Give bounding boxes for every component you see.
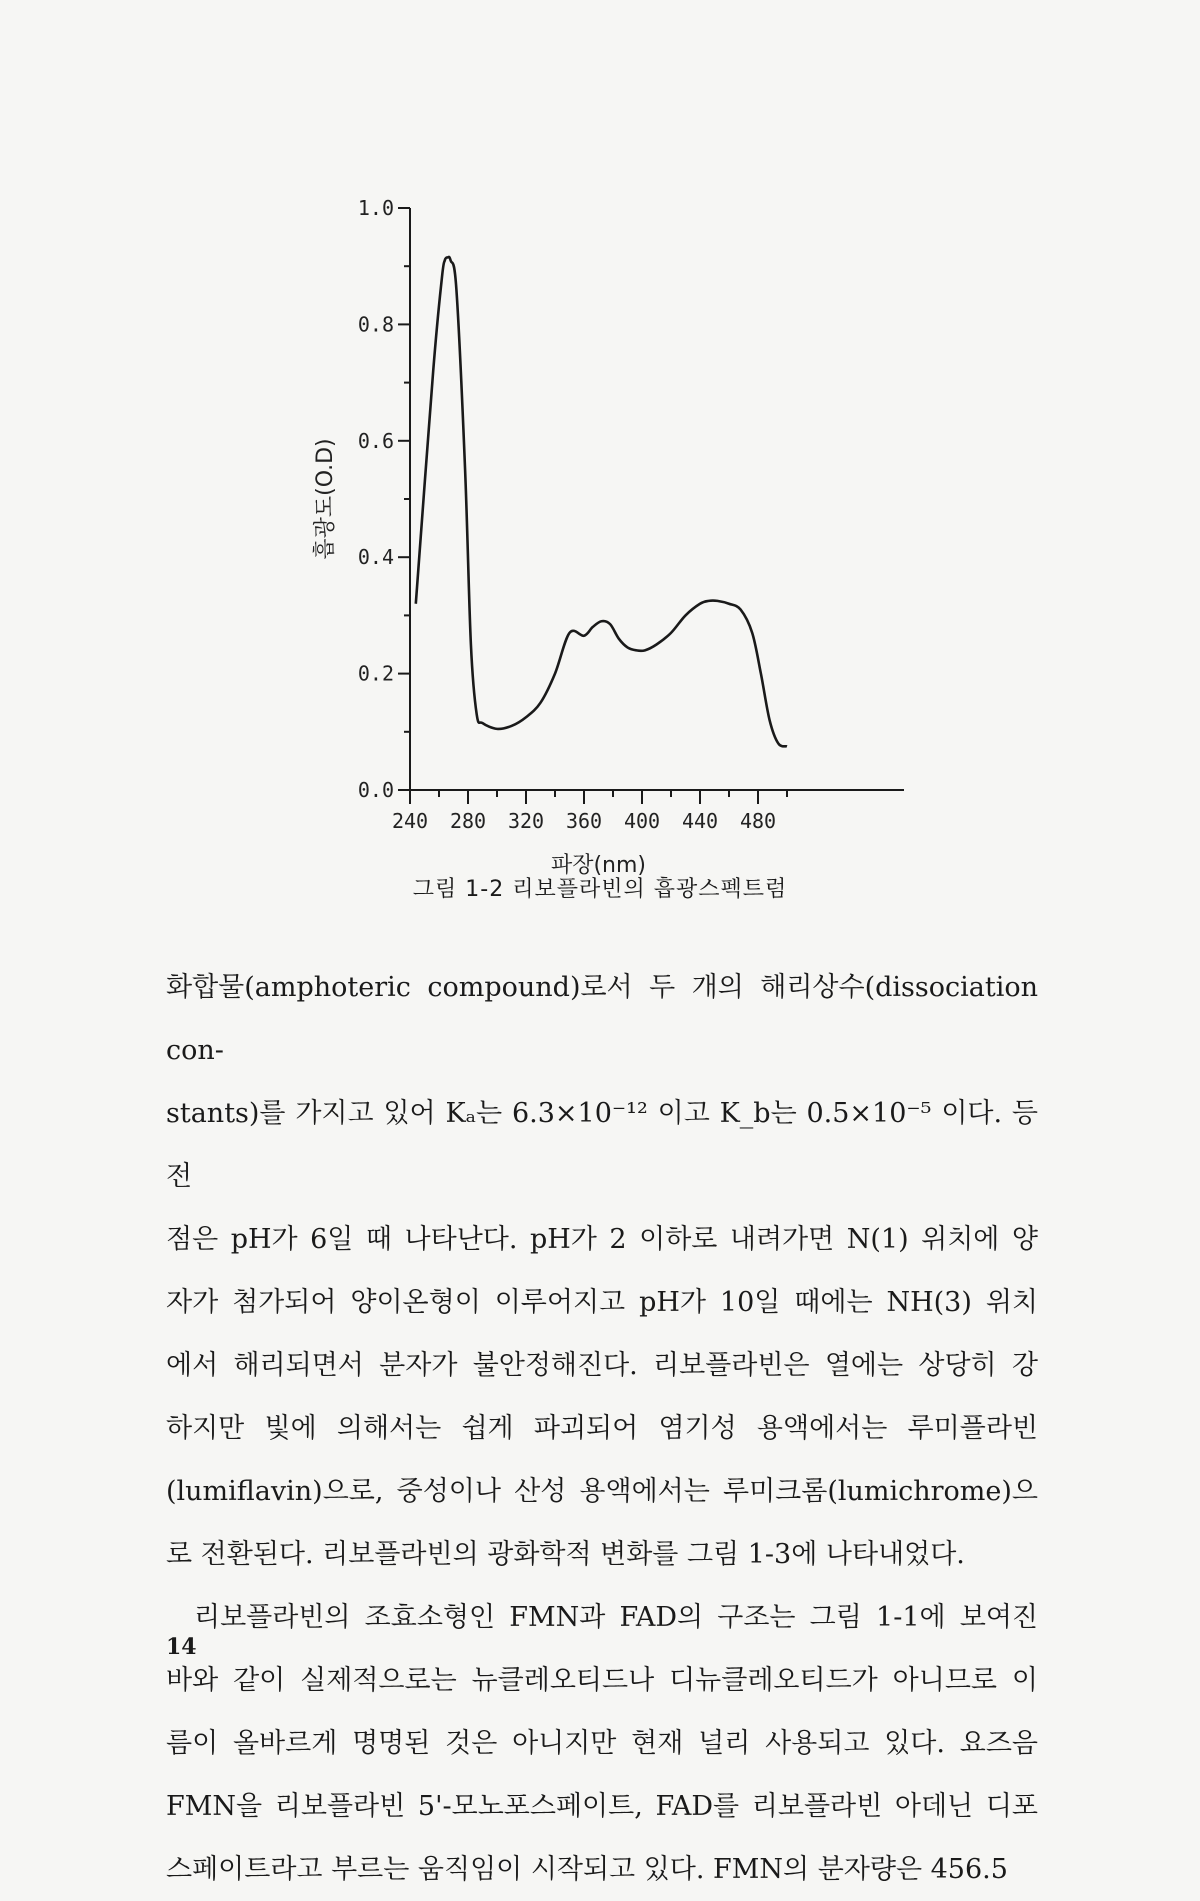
body-line: 바와 같이 실제적으로는 뉴클레오티드나 디뉴클레오티드가 아니므로 이 (166, 1665, 1038, 1696)
figure-caption: 그림 1-2 리보플라빈의 흡광스펙트럼 (412, 877, 788, 902)
body-line: 름이 올바르게 명명된 것은 아니지만 현재 널리 사용되고 있다. 요즈음 (166, 1728, 1038, 1759)
y-tick-label: 0.0 (357, 778, 394, 802)
body-text (166, 956, 1038, 1901)
body-line: 자가 첨가되어 양이온형이 이루어지고 pH가 10일 때에는 NH(3) 위치 (166, 1287, 1038, 1318)
x-axis-title: 파장(nm) (550, 853, 647, 878)
y-tick-label: 1.0 (357, 196, 394, 220)
page-number: 14 (166, 1634, 197, 1660)
spectrum-line (416, 257, 787, 746)
body-line: 스페이트라고 부르는 움직임이 시작되고 있다. FMN의 분자량은 456.5 (166, 1854, 1008, 1885)
body-line: (lumiflavin)으로, 중성이나 산성 용액에서는 루미크롬(lumichrome)으 (166, 1476, 1038, 1507)
x-tick-label: 400 (623, 809, 661, 833)
y-tick-label: 0.6 (357, 428, 394, 453)
y-tick-label: 0.4 (357, 545, 394, 570)
body-line: 리보플라빈의 조효소형인 FMN과 FAD의 구조는 그림 1-1에 보여진 (194, 1602, 1038, 1633)
body-line: 하지만 빛에 의해서는 쉽게 파괴되어 염기성 용액에서는 루미플라빈 (166, 1413, 1038, 1444)
y-axis-title: 흡광도(O.D) (313, 438, 338, 560)
absorption-spectrum-chart (0, 0, 1200, 900)
x-tick-label: 320 (507, 809, 545, 833)
body-line: 에서 해리되면서 분자가 불안정해진다. 리보플라빈은 열에는 상당히 강 (166, 1350, 1038, 1381)
body-line: FMN을 리보플라빈 5'-모노포스페이트, FAD를 리보플라빈 아데닌 디포 (166, 1791, 1038, 1822)
x-tick-label: 360 (565, 809, 603, 833)
x-tick-label: 280 (449, 809, 487, 833)
y-tick-label: 0.8 (357, 312, 394, 337)
x-tick-label: 240 (391, 809, 429, 833)
absorption-spectrum-figure (0, 0, 1200, 900)
x-tick-label: 480 (739, 809, 777, 833)
body-line: stants)를 가지고 있어 Kₐ는 6.3×10⁻¹² 이고 K_b는 0.5×10⁻⁵ 이다. 등전 (166, 1098, 1038, 1192)
body-line: 로 전환된다. 리보플라빈의 광화학적 변화를 그림 1-3에 나타내었다. (166, 1539, 965, 1570)
body-line: 점은 pH가 6일 때 나타난다. pH가 2 이하로 내려가면 N(1) 위치에 양 (166, 1224, 1038, 1255)
x-tick-label: 440 (681, 809, 719, 833)
body-line: 화합물(amphoteric compound)로서 두 개의 해리상수(dissociation con- (166, 972, 1038, 1066)
y-tick-label: 0.2 (357, 661, 394, 686)
